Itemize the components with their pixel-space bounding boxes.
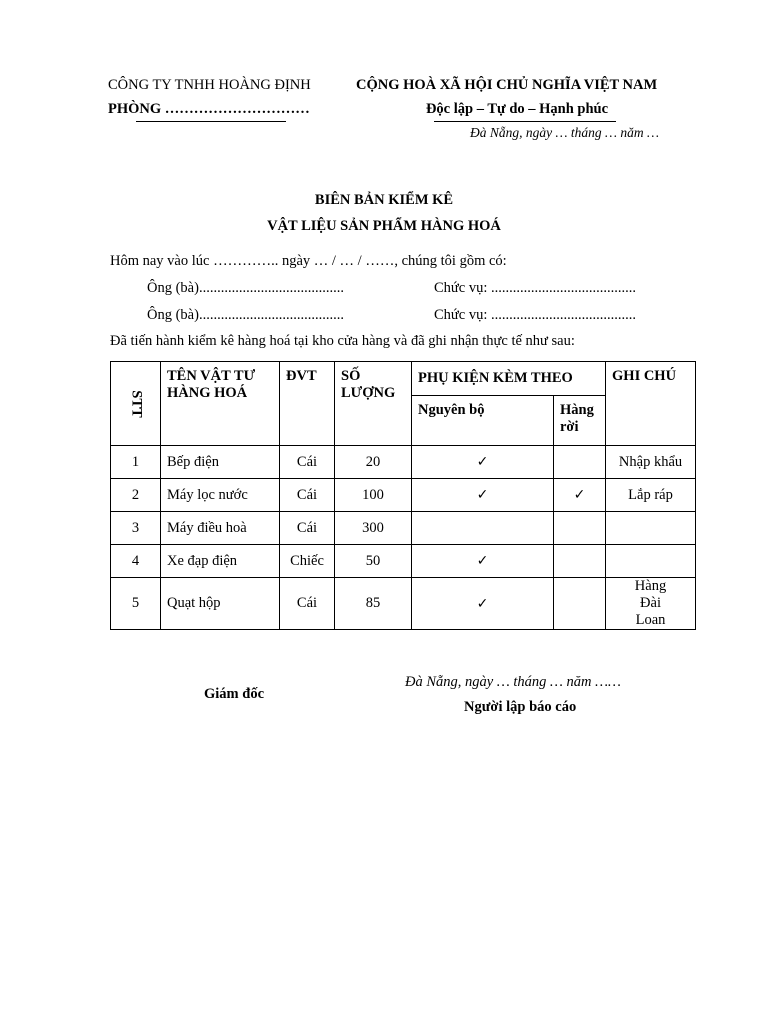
cell-note: Nhập khẩu: [606, 446, 696, 479]
document-title: BIÊN BẢN KIỂM KÊ: [314, 192, 454, 208]
header-qty: SỐ LƯỢNG: [335, 362, 412, 446]
cell-unit: Cái: [280, 479, 335, 512]
cell-unit: Cái: [280, 512, 335, 545]
header-stt: STT: [111, 362, 161, 446]
position-2: Chức vụ: ........................................: [434, 307, 636, 323]
cell-name: Xe đạp điện: [161, 545, 280, 578]
check-icon: ✓: [412, 545, 554, 578]
department-line: PHÒNG …………………………: [108, 101, 310, 117]
table-row: [111, 446, 696, 479]
cell-qty: 50: [335, 545, 412, 578]
cell-note: Lắp ráp: [606, 479, 696, 512]
person-2: Ông (bà)........................................: [147, 307, 344, 323]
document-subtitle: VẬT LIỆU SẢN PHẨM HÀNG HOÁ: [267, 218, 501, 234]
header-unit: ĐVT: [280, 362, 335, 446]
position-1: Chức vụ: ........................................: [434, 280, 636, 296]
header-whole-set: Nguyên bộ: [412, 396, 554, 446]
check-icon: ✓: [412, 479, 554, 512]
header-name: TÊN VẬT TƯ HÀNG HOÁ: [161, 362, 280, 446]
intro-line: Hôm nay vào lúc ………….. ngày … / … / ……, chúng tôi gồm có:: [110, 253, 507, 269]
cell-note: [606, 512, 696, 545]
person-1: Ông (bà)........................................: [147, 280, 344, 296]
check-icon: ✓: [554, 479, 606, 512]
cell-loose: [554, 578, 606, 630]
header-accessories: PHỤ KIỆN KÈM THEO: [412, 362, 606, 396]
cell-unit: Cái: [280, 578, 335, 630]
company-name: CÔNG TY TNHH HOÀNG ĐỊNH: [108, 77, 311, 93]
reporter-signature-label: Người lập báo cáo: [464, 699, 577, 715]
cell-qty: 300: [335, 512, 412, 545]
cell-name: Máy điều hoà: [161, 512, 280, 545]
cell-note: [606, 545, 696, 578]
header-loose: Hàng rời: [554, 396, 606, 446]
cell-qty: 20: [335, 446, 412, 479]
motto-underline: [434, 121, 616, 122]
inventory-statement: Đã tiến hành kiểm kê hàng hoá tại kho cửa hàng và đã ghi nhận thực tế như sau:: [110, 333, 575, 349]
footer-place-date: Đà Nẵng, ngày … tháng … năm ……: [405, 674, 621, 690]
cell-qty: 100: [335, 479, 412, 512]
cell-note: Hàng Đài Loan: [606, 578, 696, 630]
cell-stt: 1: [111, 446, 161, 479]
cell-unit: Chiếc: [280, 545, 335, 578]
table-row: [111, 479, 696, 512]
inventory-table: [110, 361, 696, 630]
table-row: [111, 512, 696, 545]
cell-loose: [554, 512, 606, 545]
cell-whole: [412, 512, 554, 545]
table-row: [111, 578, 696, 630]
department-underline: [136, 121, 286, 122]
cell-name: Máy lọc nước: [161, 479, 280, 512]
cell-name: Bếp điện: [161, 446, 280, 479]
cell-qty: 85: [335, 578, 412, 630]
cell-name: Quạt hộp: [161, 578, 280, 630]
nation-title: CỘNG HOÀ XÃ HỘI CHỦ NGHĨA VIỆT NAM: [356, 77, 658, 93]
director-signature-label: Giám đốc: [204, 686, 265, 702]
cell-stt: 2: [111, 479, 161, 512]
cell-unit: Cái: [280, 446, 335, 479]
cell-stt: 3: [111, 512, 161, 545]
table-row: [111, 545, 696, 578]
check-icon: ✓: [412, 446, 554, 479]
header-place-date: Đà Nẵng, ngày … tháng … năm …: [470, 125, 660, 140]
cell-loose: [554, 545, 606, 578]
table-header-row: [111, 362, 696, 396]
cell-loose: [554, 446, 606, 479]
motto: Độc lập – Tự do – Hạnh phúc: [425, 101, 609, 117]
cell-stt: 5: [111, 578, 161, 630]
cell-stt: 4: [111, 545, 161, 578]
header-note: GHI CHÚ: [606, 362, 696, 446]
check-icon: ✓: [412, 578, 554, 630]
